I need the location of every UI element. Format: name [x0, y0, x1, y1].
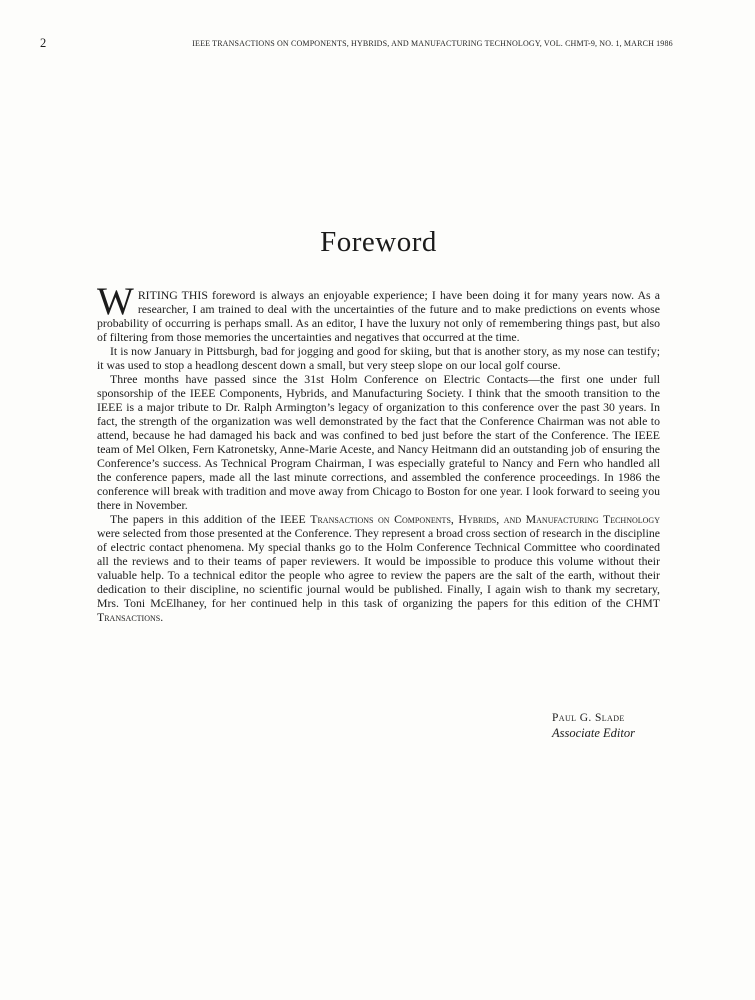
transactions-smallcaps: Transactions [97, 610, 161, 624]
paragraph-4 [97, 512, 660, 624]
paragraph-4-seg3: . [160, 610, 164, 624]
paragraph-4-seg2: were selected from those presented at the Conference. They represent a broad cross section of research in the discipline of electric contact phenomena. My special thanks go to the Holm Conference Technical Committee who coordinated all the reviews and to their teams of paper reviewers. It would be impossible to produce this volume without their valuable help. To a technical editor the people who agree to review the papers are the salt of the earth, without their dedication to their discipline, no scientific journal would be published. Finally, I again wish to thank my secretary, Mrs. Toni McElhaney, for her continued help in this task of organizing the papers for this edition of the CHMT [97, 526, 660, 610]
paragraph-1 [97, 280, 660, 344]
signature-block [552, 711, 635, 741]
journal-name-smallcaps: Transactions on Components, Hybrids, and Manufacturing Technology [310, 512, 660, 526]
foreword-body [97, 280, 660, 624]
author-name: Paul G. Slade [552, 712, 625, 724]
paragraph-2 [97, 344, 660, 372]
paragraph-3 [97, 372, 660, 512]
journal-line: IEEE TRANSACTIONS ON COMPONENTS, HYBRIDS, AND MANUFACTURING TECHNOLOGY, VOL. CHMT-9, NO. 1, MARCH 1986 [192, 39, 673, 48]
paragraph-1-text: RITING THIS foreword is always an enjoyable experience; I have been doing it for many years now. As a researcher, I am trained to deal with the uncertainties of the future and to make predictions on events whose probability of occurring is perhaps small. As an editor, I have the luxury not only of remembering things past, but also of filtering from those memories the uncertainties and negatives that occurred at the time. [97, 288, 660, 344]
paragraph-3-text: Three months have passed since the 31st Holm Conference on Electric Contacts—the first one under full sponsorship of the IEEE Components, Hybrids, and Manufacturing Society. I think that the smooth transition to the IEEE is a major tribute to Dr. Ralph Armington’s legacy of organization to this conference over the past 30 years. In fact, the strength of the organization was well demonstrated by the fact that the Conference Chairman was not able to attend, because he had damaged his back and was confined to bed just before the start of the Conference. The IEEE team of Mel Olken, Fern Katronetsky, Anne-Marie Aceste, and Nancy Heitmann did an outstanding job of ensuring the Conference’s success. As Technical Program Chairman, I was especially grateful to Nancy and Fern who handled all the conference papers, made all the last minute corrections, and assembled the conference proceedings. In 1986 the conference will break with tradition and move away from Chicago to Boston for one year. I look forward to seeing you there in November. [97, 372, 660, 512]
author-role: Associate Editor [552, 726, 635, 740]
paragraph-4-seg1: The papers in this addition of the IEEE [110, 512, 311, 526]
page-number: 2 [40, 36, 47, 50]
running-header [0, 34, 755, 54]
page-title: Foreword [320, 226, 437, 258]
drop-cap: W [97, 280, 134, 323]
paragraph-2-text: It is now January in Pittsburgh, bad for jogging and good for skiing, but that is another story, as my nose can testify; it was used to stop a headlong descent down a small, but very steep slope on our local golf course. [97, 344, 660, 372]
